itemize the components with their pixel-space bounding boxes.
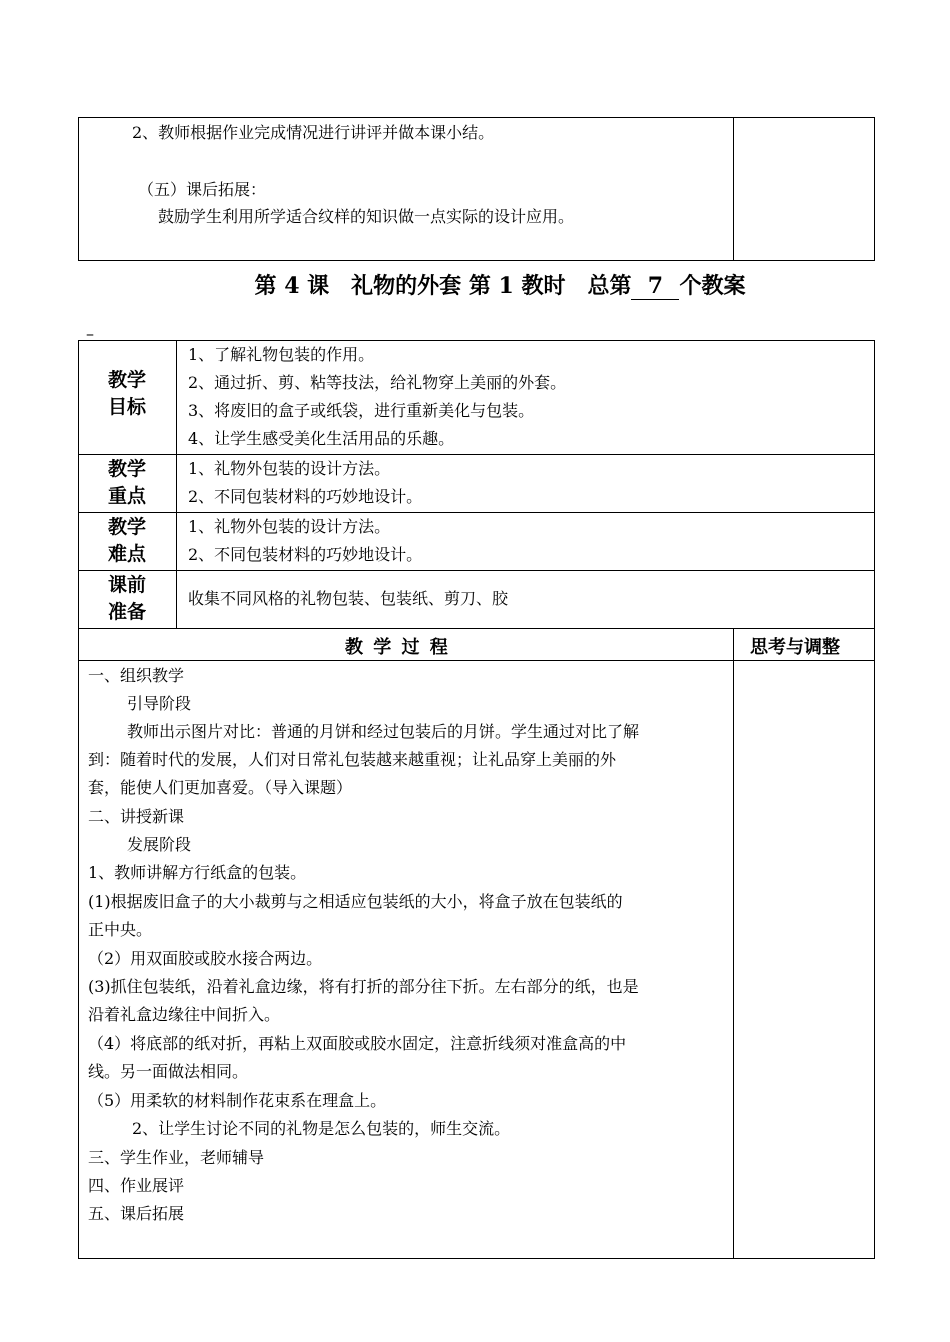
process-line: 三、学生作业，老师辅导 <box>88 1148 265 1167</box>
process-line: 教师出示图片对比：普通的月饼和经过包装后的月饼。学生通过对比了解 <box>127 722 640 741</box>
process-line: 2、让学生讨论不同的礼物是怎么包装的，师生交流。 <box>132 1119 511 1138</box>
preparation-label: 课前 准备 <box>107 574 146 623</box>
row-divider <box>78 660 875 661</box>
lesson-number: 7 <box>631 273 679 300</box>
process-line: (3)抓住包装纸，沿着礼盒边缘，将有打折的部分往下折。左右部分的纸，也是 <box>88 977 639 996</box>
objective-item: 1、了解礼物包装的作用。 <box>188 345 375 364</box>
row-divider <box>78 512 875 513</box>
objective-item: 3、将废旧的盒子或纸袋，进行重新美化与包装。 <box>188 401 535 420</box>
difficulty-item: 1、礼物外包装的设计方法。 <box>188 517 391 536</box>
process-line: 一、组织教学 <box>88 666 185 685</box>
process-line: 五、课后拓展 <box>88 1204 185 1223</box>
difficulties-label: 教学 难点 <box>107 516 146 565</box>
process-line: （2）用双面胶或胶水接合两边。 <box>88 949 323 968</box>
process-line: （4）将底部的纸对折，再粘上双面胶或胶水固定，注意折线须对准盒高的中 <box>88 1034 627 1053</box>
key-point-item: 2、不同包装材料的巧妙地设计。 <box>188 487 423 506</box>
process-line: 线。另一面做法相同。 <box>88 1062 249 1081</box>
row-divider <box>78 628 875 629</box>
process-line: 正中央。 <box>88 920 153 939</box>
process-line: 四、作业展评 <box>88 1176 185 1195</box>
notes-column-divider <box>733 629 734 1259</box>
process-line: 到：随着时代的发展，人们对日常礼包装越来越重视；让礼品穿上美丽的外 <box>88 750 617 769</box>
preparation-text: 收集不同风格的礼物包装、包装纸、剪刀、胶 <box>188 589 509 608</box>
key-point-item: 1、礼物外包装的设计方法。 <box>188 459 391 478</box>
process-line: (1)根据废旧盒子的大小裁剪与之相适应包装纸的大小，将盒子放在包装纸的 <box>88 892 623 911</box>
key-points-label: 教学 重点 <box>107 458 146 507</box>
objective-item: 2、通过折、剪、粘等技法，给礼物穿上美丽的外套。 <box>188 373 567 392</box>
objective-item: 4、让学生感受美化生活用品的乐趣。 <box>188 429 455 448</box>
objectives-label: 教学 目标 <box>107 369 146 418</box>
lesson-title-part1: 第 4 课 礼物的外套 第 1 教时 总第 <box>254 273 632 299</box>
stray-mark: – <box>86 324 94 343</box>
row-divider <box>78 454 875 455</box>
process-line: 1、教师讲解方行纸盒的包装。 <box>88 863 307 882</box>
process-line: 套，能使人们更加喜爱。（导入课题） <box>88 778 353 797</box>
lesson-title <box>0 270 950 302</box>
process-header: 教 学 过 程 <box>345 637 450 658</box>
table-divider <box>733 117 734 261</box>
summary-line: 2、教师根据作业完成情况进行讲评并做本课小结。 <box>132 123 495 142</box>
process-line: 发展阶段 <box>127 835 192 854</box>
extension-heading: （五）课后拓展： <box>138 180 267 199</box>
process-line: 二、讲授新课 <box>88 807 185 826</box>
process-line: 沿着礼盒边缘往中间折入。 <box>88 1005 281 1024</box>
notes-header: 思考与调整 <box>750 637 840 658</box>
lesson-title-part2: 个教案 <box>679 273 746 299</box>
process-line: 引导阶段 <box>127 694 192 713</box>
difficulty-item: 2、不同包装材料的巧妙地设计。 <box>188 545 423 564</box>
row-divider <box>78 570 875 571</box>
extension-text: 鼓励学生利用所学适合纹样的知识做一点实际的设计应用。 <box>158 207 575 226</box>
process-line: （5）用柔软的材料制作花束系在理盒上。 <box>88 1091 387 1110</box>
label-column-divider <box>176 340 177 629</box>
